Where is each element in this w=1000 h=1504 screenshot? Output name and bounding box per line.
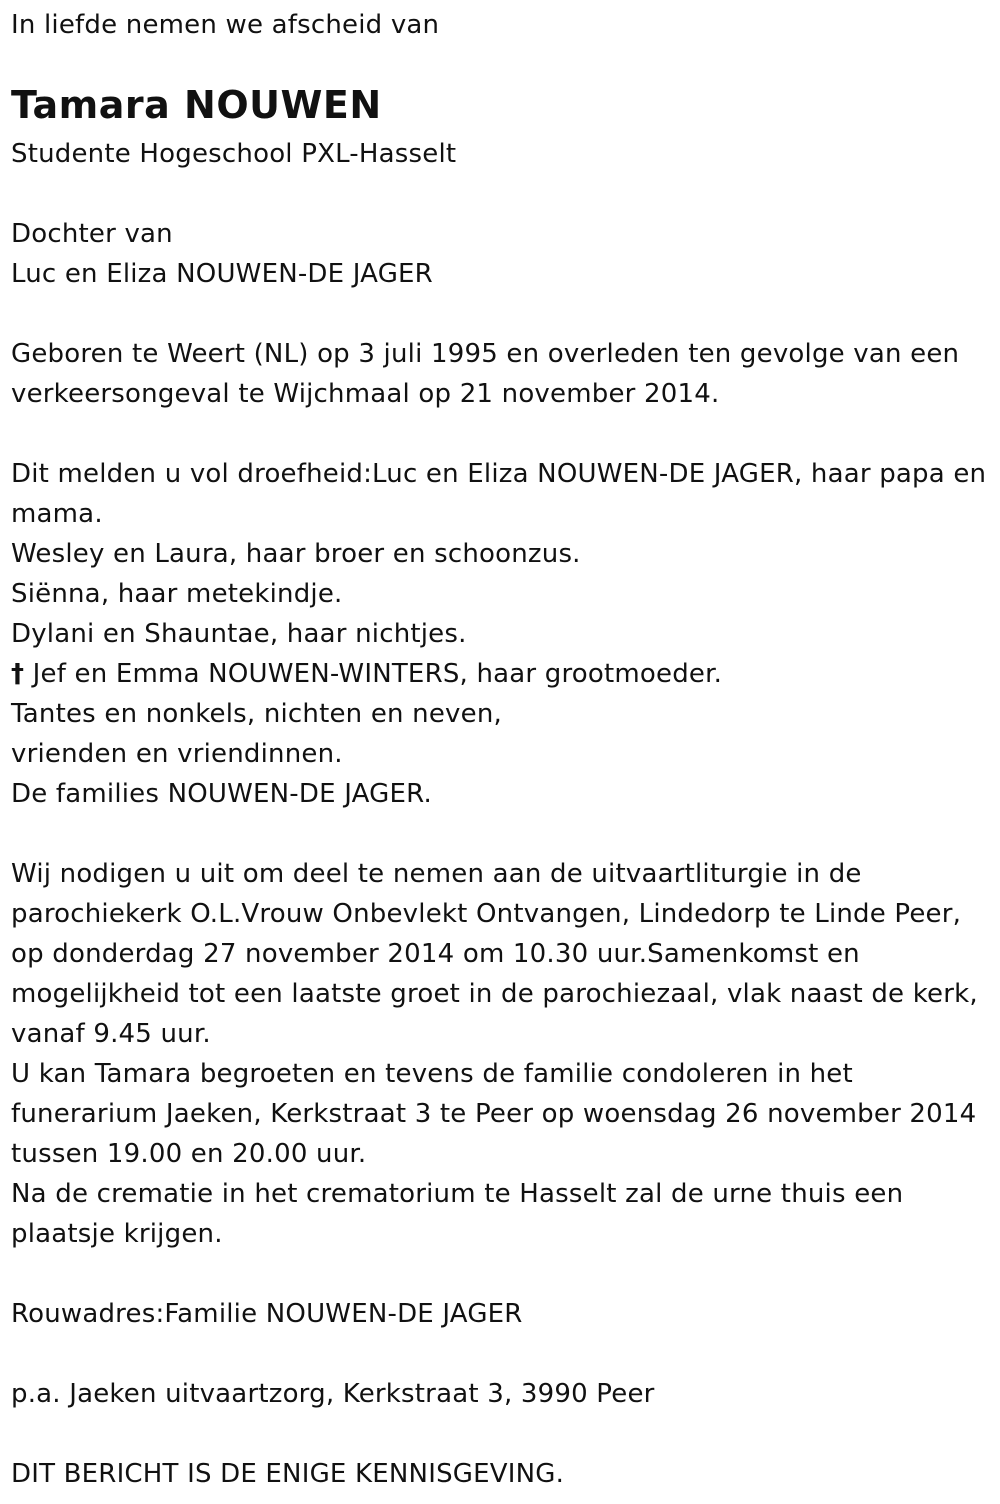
ceremony-line-10: plaatsje krijgen. [11,1219,223,1249]
ceremony-line-2: parochiekerk O.L.Vrouw Onbevlekt Ontvangen, Lindedorp te Linde Peer, [11,899,962,929]
ceremony-line-9: Na de crematie in het crematorium te Hasselt zal de urne thuis een [11,1179,904,1209]
ceremony-line-5: vanaf 9.45 uur. [11,1019,211,1049]
birth-death-line-1: Geboren te Weert (NL) op 3 juli 1995 en overleden ten gevolge van een [11,339,960,369]
birth-death-line-2: verkeersongeval te Wijchmaal op 21 november 2014. [11,379,720,409]
ceremony-line-6: U kan Tamara begroeten en tevens de familie condoleren in het [11,1059,853,1089]
mourners-line-3: Wesley en Laura, haar broer en schoonzus. [11,539,581,569]
cross-icon: † [11,659,25,689]
daughter-of-label: Dochter van [11,219,173,249]
mourners-line-2: mama. [11,499,103,529]
mourners-line-8: vrienden en vriendinnen. [11,739,343,769]
deceased-name: Tamara NOUWEN [11,83,382,127]
ceremony-line-3: op donderdag 27 november 2014 om 10.30 uur.Samenkomst en [11,939,860,969]
ceremony-line-4: mogelijkheid tot een laatste groet in de parochiezaal, vlak naast de kerk, [11,979,978,1009]
ceremony-line-7: funerarium Jaeken, Kerkstraat 3 te Peer op woensdag 26 november 2014 [11,1099,977,1129]
mourning-address: Rouwadres:Familie NOUWEN-DE JAGER [11,1299,523,1329]
intro-text: In liefde nemen we afscheid van [11,10,440,40]
mourners-line-7: Tantes en nonkels, nichten en neven, [11,699,502,729]
deceased-grandparents-line [11,654,722,694]
deceased-subtitle: Studente Hogeschool PXL-Hasselt [11,139,457,169]
care-of-address: p.a. Jaeken uitvaartzorg, Kerkstraat 3, 3990 Peer [11,1379,655,1409]
mourners-line-4: Siënna, haar metekindje. [11,579,343,609]
ceremony-line-1: Wij nodigen u uit om deel te nemen aan de uitvaartliturgie in de [11,859,862,889]
ceremony-line-8: tussen 19.00 en 20.00 uur. [11,1139,367,1169]
deceased-grandparents-text: Jef en Emma NOUWEN-WINTERS, haar grootmoeder. [32,659,723,689]
parents-names: Luc en Eliza NOUWEN-DE JAGER [11,259,433,289]
mourners-line-1: Dit melden u vol droefheid:Luc en Eliza NOUWEN-DE JAGER, haar papa en [11,459,987,489]
sole-notice: DIT BERICHT IS DE ENIGE KENNISGEVING. [11,1459,565,1489]
mourners-line-9: De families NOUWEN-DE JAGER. [11,779,432,809]
mourners-line-5: Dylani en Shauntae, haar nichtjes. [11,619,467,649]
